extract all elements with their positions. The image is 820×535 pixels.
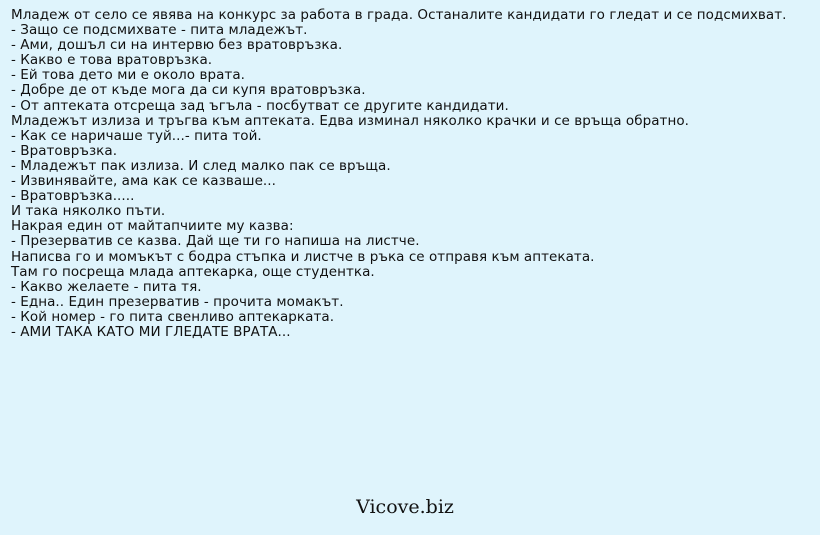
joke-line: - Кой номер - го пита свенливо аптекарката. <box>11 308 335 325</box>
joke-line: - Добре де от къде мога да си купя вратовръзка. <box>11 82 366 99</box>
joke-line: - Ей това дето ми е около врата. <box>11 67 245 84</box>
joke-line: Накрая един от майтапчиите му казва: <box>11 218 294 235</box>
joke-line: - Вратовръзка. <box>11 142 118 159</box>
joke-line: - Извинявайте, ама как се казваше... <box>11 173 276 190</box>
joke-line: - Младежът пак излиза. И след малко пак се връща. <box>11 157 391 174</box>
joke-line: Младежът излиза и тръгва към аптеката. Едва изминал няколко крачки и се връща обратно. <box>11 112 689 129</box>
joke-line: - АМИ ТАКА КАТО МИ ГЛЕДАТЕ ВРАТА... <box>11 323 291 340</box>
joke-line: - От аптеката отсреща зад ъгъла - посбутват се другите кандидати. <box>11 97 509 114</box>
site-name: Vicove.biz <box>356 496 454 518</box>
joke-line: Там го посреща млада аптекарка, още студентка. <box>11 263 375 280</box>
joke-line: - Какво е това вратовръзка. <box>11 52 213 69</box>
joke-line: Младеж от село се явява на конкурс за работа в града. Останалите кандидати го гледат и се подсмихват. <box>11 7 787 23</box>
joke-line: - Една.. Един презерватив - прочита момакът. <box>11 293 344 310</box>
joke-text <box>11 8 811 340</box>
joke-line: - Защо се подсмихвате - пита младежът. <box>11 22 308 39</box>
joke-line: - Какво желаете - пита тя. <box>11 278 202 295</box>
joke-line: - Ами, дошъл си на интервю без вратовръзка. <box>11 37 343 54</box>
joke-line: И така няколко пъти. <box>11 203 166 220</box>
joke-line: Написва го и момъкът с бодра стъпка и листче в ръка се отправя към аптеката. <box>11 248 595 265</box>
joke-line: - Как се наричаше туй...- пита той. <box>11 127 262 144</box>
site-footer <box>0 496 820 518</box>
joke-line: - Презерватив се казва. Дай ще ти го напиша на листче. <box>11 233 420 250</box>
joke-line: - Вратовръзка..... <box>11 188 135 205</box>
